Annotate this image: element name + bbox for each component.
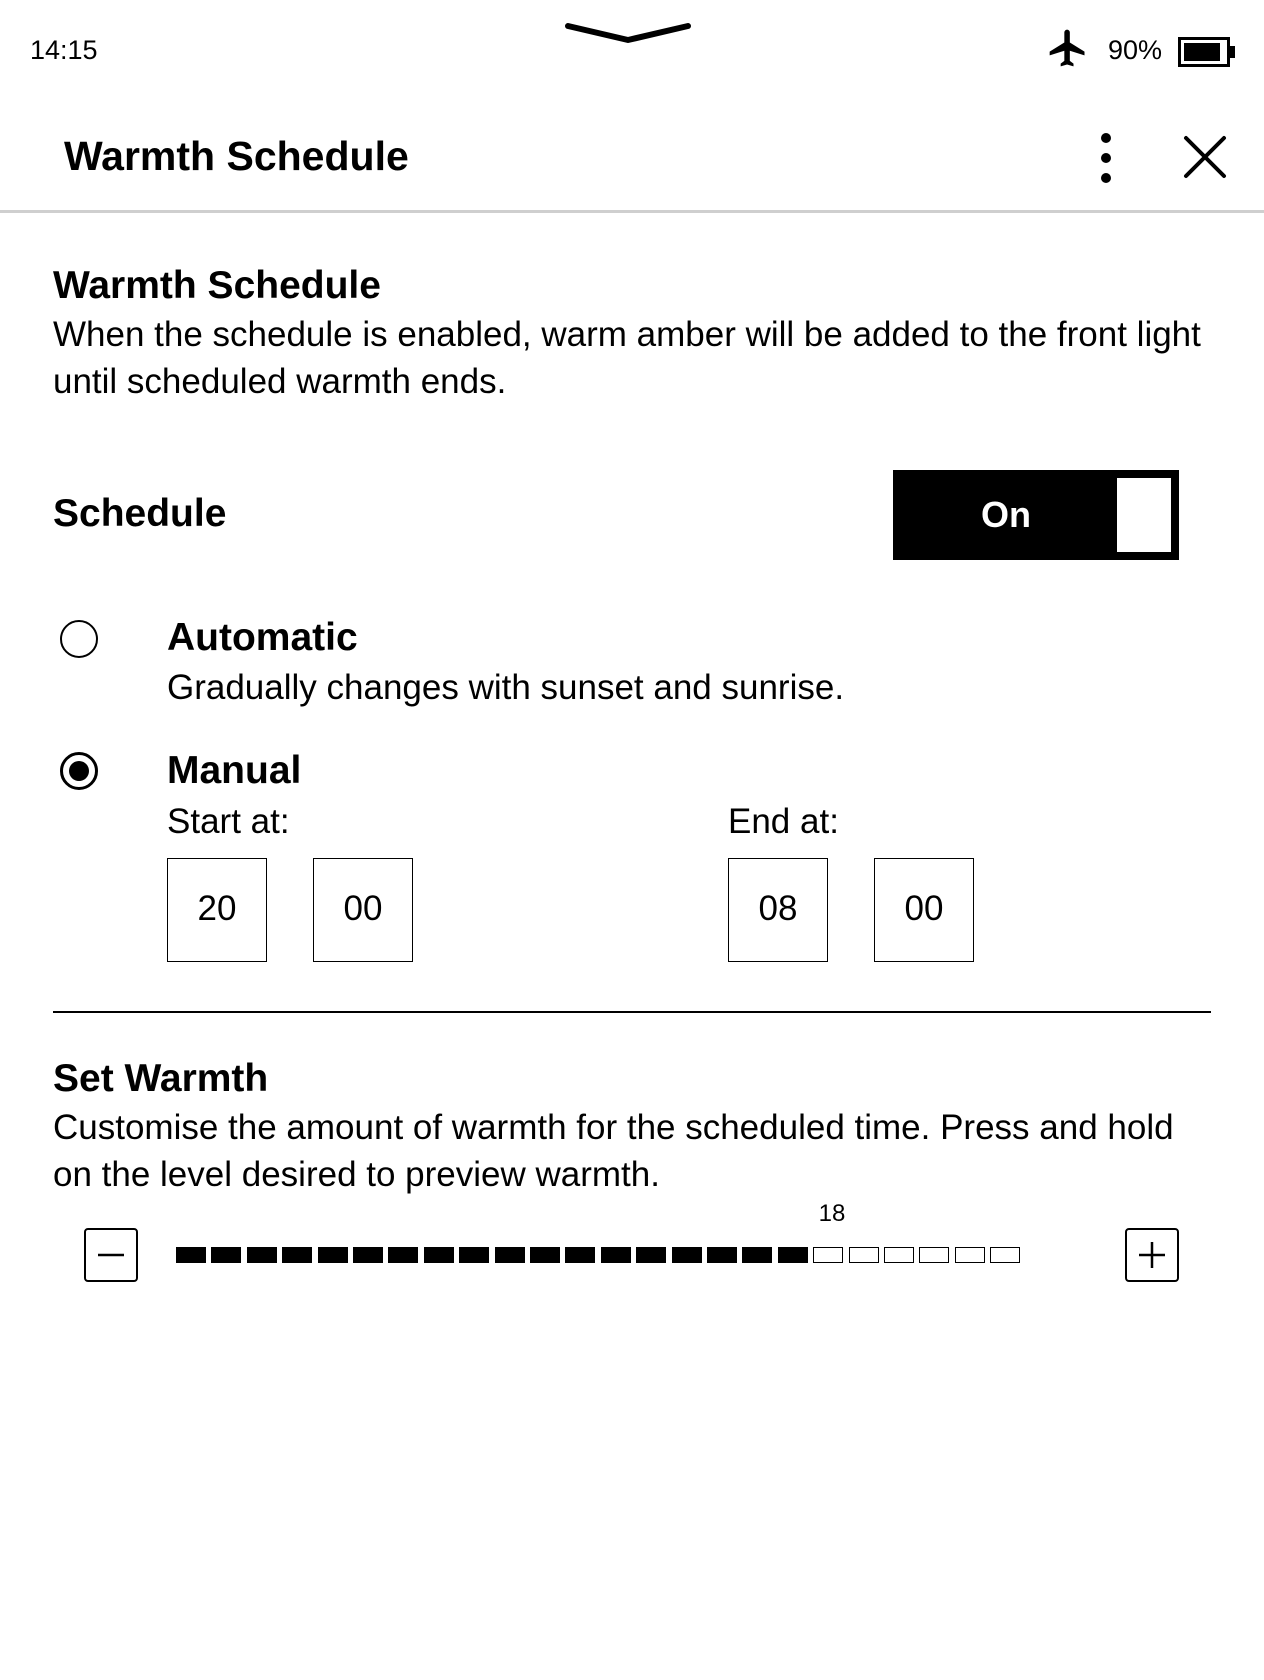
warmth-segment-filled[interactable]	[495, 1247, 525, 1263]
warmth-segment-empty[interactable]	[919, 1247, 949, 1263]
warmth-segment-filled[interactable]	[565, 1247, 595, 1263]
warmth-segment-filled[interactable]	[742, 1247, 772, 1263]
more-vertical-icon[interactable]	[1092, 130, 1120, 186]
set-warmth-heading: Set Warmth	[53, 1057, 269, 1100]
automatic-option-title[interactable]: Automatic	[167, 616, 358, 659]
start-time-label: Start at:	[167, 802, 290, 841]
automatic-radio[interactable]	[60, 620, 98, 658]
warmth-schedule-heading: Warmth Schedule	[53, 264, 381, 307]
plus-icon	[1127, 1230, 1177, 1280]
end-time-label: End at:	[728, 802, 839, 841]
header-divider	[0, 210, 1264, 213]
end-minute-field[interactable]: 00	[874, 858, 974, 962]
battery-icon	[1178, 37, 1236, 67]
pull-down-handle-icon[interactable]	[562, 18, 694, 48]
warmth-segment-filled[interactable]	[636, 1247, 666, 1263]
warmth-segment-empty[interactable]	[884, 1247, 914, 1263]
schedule-toggle-label: On	[981, 494, 1031, 535]
warmth-segment-filled[interactable]	[211, 1247, 241, 1263]
warmth-segment-filled[interactable]	[707, 1247, 737, 1263]
warmth-segment-filled[interactable]	[318, 1247, 348, 1263]
start-hour-field[interactable]: 20	[167, 858, 267, 962]
warmth-segment-filled[interactable]	[424, 1247, 454, 1263]
manual-radio-selected-dot	[69, 761, 89, 781]
increase-warmth-button[interactable]	[1125, 1228, 1179, 1282]
warmth-segment-empty[interactable]	[849, 1247, 879, 1263]
schedule-label: Schedule	[53, 492, 227, 535]
warmth-level-value: 18	[818, 1200, 846, 1227]
warmth-segment-filled[interactable]	[282, 1247, 312, 1263]
schedule-toggle-knob	[1117, 478, 1171, 552]
page-title: Warmth Schedule	[64, 133, 409, 179]
battery-percentage: 90%	[1108, 35, 1163, 65]
section-divider	[53, 1011, 1211, 1013]
warmth-segment-filled[interactable]	[672, 1247, 702, 1263]
warmth-segment-empty[interactable]	[955, 1247, 985, 1263]
warmth-segment-filled[interactable]	[778, 1247, 808, 1263]
warmth-slider[interactable]	[176, 1245, 1086, 1265]
warmth-segment-filled[interactable]	[530, 1247, 560, 1263]
warmth-segment-filled[interactable]	[247, 1247, 277, 1263]
warmth-segment-filled[interactable]	[601, 1247, 631, 1263]
warmth-segment-filled[interactable]	[353, 1247, 383, 1263]
status-time: 14:15	[30, 35, 98, 65]
set-warmth-description: Customise the amount of warmth for the scheduled time. Press and hold on the level desired to preview warmth.	[53, 1108, 1174, 1194]
automatic-option-description: Gradually changes with sunset and sunrise.	[167, 668, 845, 707]
warmth-segment-filled[interactable]	[388, 1247, 418, 1263]
decrease-warmth-button[interactable]	[84, 1228, 138, 1282]
warmth-schedule-description: When the schedule is enabled, warm amber will be added to the front light until scheduled warmth ends.	[53, 315, 1201, 401]
start-minute-field[interactable]: 00	[313, 858, 413, 962]
warmth-segment-filled[interactable]	[459, 1247, 489, 1263]
end-hour-field[interactable]: 08	[728, 858, 828, 962]
warmth-segment-empty[interactable]	[990, 1247, 1020, 1263]
schedule-toggle[interactable]	[893, 470, 1179, 560]
warmth-segment-filled[interactable]	[176, 1247, 206, 1263]
manual-radio[interactable]	[60, 752, 98, 790]
airplane-icon	[1046, 26, 1090, 70]
close-icon[interactable]	[1182, 134, 1228, 180]
minus-icon	[86, 1230, 136, 1280]
warmth-segment-empty[interactable]	[813, 1247, 843, 1263]
manual-option-title[interactable]: Manual	[167, 749, 302, 792]
